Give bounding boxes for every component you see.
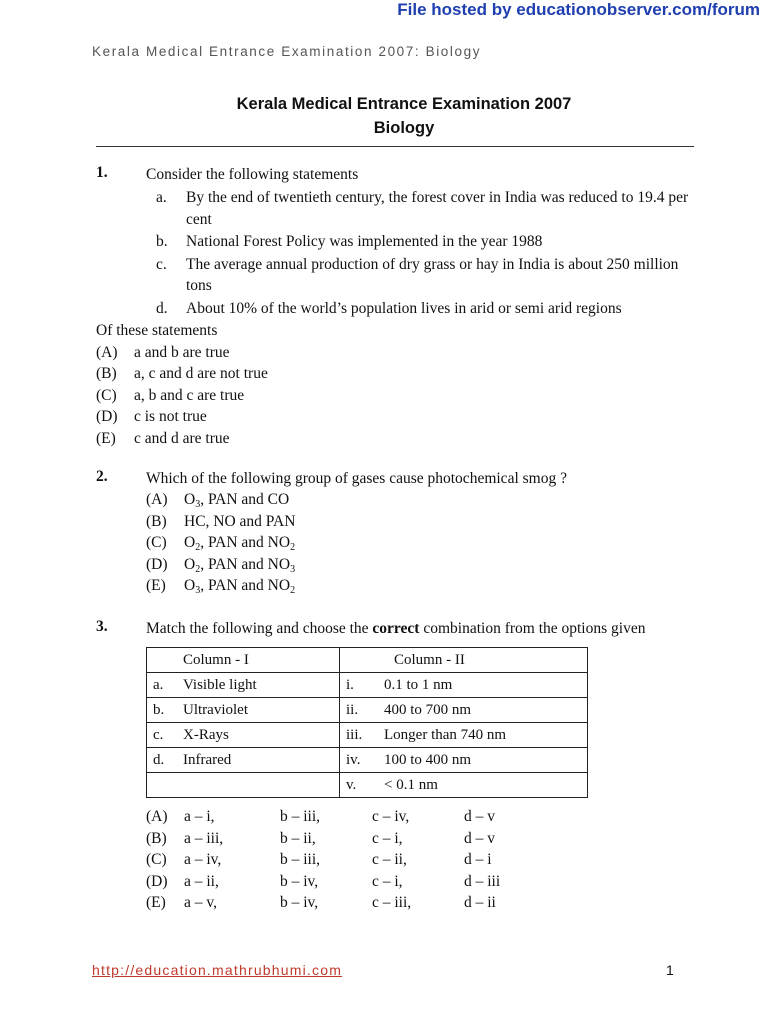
table-cell: i. 0.1 to 1 nm: [340, 673, 588, 698]
question-1: [96, 164, 696, 449]
statement-letter: d.: [156, 299, 168, 317]
question-2: [96, 468, 696, 597]
option-text: a, b and c are true: [134, 386, 245, 404]
option-item: (E) a – v, b – iv, c – iii, d – ii: [146, 892, 696, 914]
option-text: a and b are true: [134, 343, 230, 361]
table-cell: v. < 0.1 nm: [340, 773, 588, 798]
table-cell: d. Infrared: [147, 748, 340, 773]
option-label: (B): [96, 365, 117, 383]
option-label: (C): [146, 851, 167, 869]
match-table: [146, 647, 588, 798]
option-text: $O_3$, PAN and $NO_2$: [184, 577, 296, 597]
question-stem: Consider the following statements: [146, 166, 359, 183]
option-label: (D): [96, 408, 118, 426]
title-rule: [96, 146, 694, 147]
table-row: [147, 673, 588, 698]
statement-item: [146, 298, 696, 320]
option-text: c is not true: [134, 408, 207, 426]
statement-text: The average annual production of dry grass or hay in India is about 250 million tons: [186, 255, 679, 294]
statement-item: [146, 254, 696, 297]
option-label: (E): [146, 894, 166, 912]
statement-list: [146, 187, 696, 319]
option-label: (A): [146, 491, 168, 508]
option-label: (A): [96, 343, 118, 361]
footer-link[interactable]: http://education.mathrubhumi.com: [92, 962, 343, 978]
option-item: (A) a – i, b – iii, c – iv, d – v: [146, 806, 696, 828]
option-item: [96, 406, 696, 428]
option-label: (D): [146, 872, 168, 890]
option-label: (B): [146, 829, 167, 847]
table-cell: [147, 773, 340, 798]
option-item: [146, 532, 696, 554]
question-stem: Match the following and choose the correct combination from the options given: [146, 620, 646, 637]
page-title: [0, 92, 768, 140]
title-line-2: Biology: [373, 119, 435, 137]
question-3: [96, 618, 696, 914]
table-cell: iii. Longer than 740 nm: [340, 723, 588, 748]
statement-text: About 10% of the world’s population lives in arid or semi arid regions: [186, 299, 622, 317]
statement-letter: a.: [156, 189, 167, 206]
option-item: (D) a – ii, b – iv, c – i, d – iii: [146, 871, 696, 893]
statement-item: [146, 187, 696, 230]
option-item: [146, 575, 696, 597]
running-head: Kerala Medical Entrance Examination 2007: Biology: [92, 44, 482, 59]
option-item: [146, 511, 696, 533]
question-number: 1.: [96, 164, 108, 181]
page-number: 1: [666, 962, 674, 978]
emphasis-word: correct: [372, 620, 420, 637]
table-cell: c. X-Rays: [147, 723, 340, 748]
option-item: [96, 342, 696, 364]
table-cell: b. Ultraviolet: [147, 698, 340, 723]
option-item: (B) a – iii, b – ii, c – i, d – v: [146, 828, 696, 850]
column-header: Column - I: [147, 648, 340, 673]
table-cell: a. Visible light: [147, 673, 340, 698]
hosted-by-banner[interactable]: File hosted by educationobserver.com/forum: [397, 0, 760, 19]
option-item: [146, 489, 696, 511]
column-header: Column - II: [340, 648, 588, 673]
option-label: (D): [146, 555, 168, 573]
statements-note: Of these statements: [96, 322, 218, 339]
option-list: [96, 342, 696, 450]
option-text: $O_2$, PAN and $NO_2$: [184, 534, 296, 554]
statement-text: National Forest Policy was implemented in the year 1988: [186, 233, 543, 250]
table-row: [147, 723, 588, 748]
option-text: a, c and d are not true: [134, 365, 268, 383]
statement-item: [146, 231, 696, 253]
table-cell: ii. 400 to 700 nm: [340, 698, 588, 723]
statement-text: By the end of twentieth century, the forest cover in India was reduced to 19.4 per cent: [186, 189, 689, 228]
option-list: [146, 489, 696, 597]
table-header-row: [147, 648, 588, 673]
option-label: (E): [96, 429, 116, 447]
option-label: (B): [146, 512, 167, 530]
table-row: [147, 748, 588, 773]
option-item: (C) a – iv, b – iii, c – ii, d – i: [146, 849, 696, 871]
option-item: [96, 363, 696, 385]
option-list: [146, 806, 696, 914]
question-number: 3.: [96, 618, 108, 635]
title-line-1: Kerala Medical Entrance Examination 2007: [236, 95, 572, 113]
option-label: (C): [146, 534, 167, 552]
statement-letter: b.: [156, 233, 168, 250]
option-item: [96, 385, 696, 407]
statement-letter: c.: [156, 255, 167, 273]
option-item: [146, 554, 696, 576]
table-cell: iv. 100 to 400 nm: [340, 748, 588, 773]
option-text: HC, NO and PAN: [184, 512, 296, 530]
option-text: c and d are true: [134, 429, 230, 447]
table-row: [147, 698, 588, 723]
option-label: (C): [96, 386, 117, 404]
option-text: $O_2$, PAN and $NO_3$: [184, 555, 296, 575]
option-label: (A): [146, 808, 168, 825]
option-text: $O_3$, PAN and CO: [184, 491, 290, 510]
table-row: [147, 773, 588, 798]
question-number: 2.: [96, 468, 108, 485]
option-label: (E): [146, 577, 166, 595]
question-stem: Which of the following group of gases cause photochemical smog ?: [146, 470, 567, 487]
option-item: [96, 428, 696, 450]
